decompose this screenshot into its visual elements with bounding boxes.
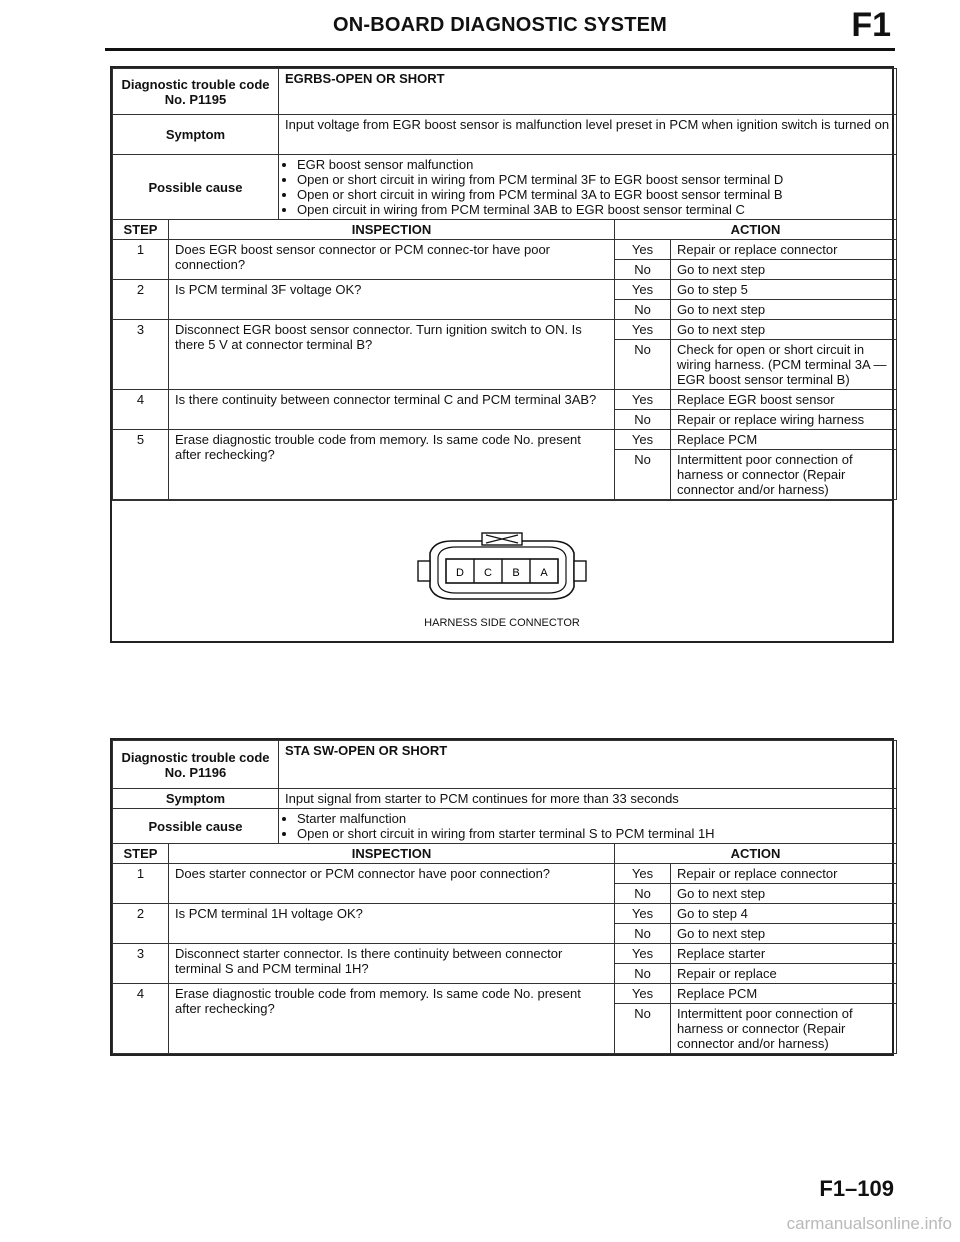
symptom-label: Symptom bbox=[113, 115, 279, 155]
yes-label: Yes bbox=[615, 984, 671, 1004]
dtc-value: EGRBS-OPEN OR SHORT bbox=[279, 69, 897, 115]
inspection-header: INSPECTION bbox=[169, 220, 615, 240]
watermark: carmanualsonline.info bbox=[786, 1214, 952, 1233]
yes-label: Yes bbox=[615, 390, 671, 410]
possible-cause-list bbox=[279, 155, 897, 220]
action-header: ACTION bbox=[615, 844, 897, 864]
no-action: Intermittent poor connection of harness or connector (Repair connector and/or harness) bbox=[671, 1004, 897, 1054]
step-number: 2 bbox=[113, 280, 169, 320]
cause-item: • Open or short circuit in wiring from PCM terminal 3F to EGR boost sensor terminal D bbox=[297, 172, 890, 187]
yes-label: Yes bbox=[615, 864, 671, 884]
cause-item: • EGR boost sensor malfunction bbox=[297, 157, 890, 172]
step-number: 1 bbox=[113, 240, 169, 280]
yes-action: Replace EGR boost sensor bbox=[671, 390, 897, 410]
no-label: No bbox=[615, 450, 671, 500]
dtc-p1196-sheet bbox=[110, 738, 894, 1056]
yes-action: Replace PCM bbox=[671, 430, 897, 450]
section-code: F1 bbox=[851, 6, 891, 44]
yes-action: Go to step 5 bbox=[671, 280, 897, 300]
possible-cause-list bbox=[279, 809, 897, 844]
action-header: ACTION bbox=[615, 220, 897, 240]
yes-action: Repair or replace connector bbox=[671, 864, 897, 884]
step-number: 4 bbox=[113, 984, 169, 1054]
yes-label: Yes bbox=[615, 944, 671, 964]
connector-caption: HARNESS SIDE CONNECTOR bbox=[424, 617, 580, 629]
dtc-label: Diagnostic trouble code No. P1195 bbox=[113, 69, 279, 115]
no-action: Go to next step bbox=[671, 260, 897, 280]
dtc-p1195-table bbox=[112, 68, 897, 500]
cause-item: • Open circuit in wiring from PCM terminal 3AB to EGR boost sensor terminal C bbox=[297, 202, 890, 217]
dtc-value: STA SW-OPEN OR SHORT bbox=[279, 741, 897, 789]
no-action: Intermittent poor connection of harness or connector (Repair connector and/or harness) bbox=[671, 450, 897, 500]
no-action: Repair or replace wiring harness bbox=[671, 410, 897, 430]
step-header: STEP bbox=[113, 220, 169, 240]
step-number: 2 bbox=[113, 904, 169, 944]
no-label: No bbox=[615, 884, 671, 904]
step-inspection: Erase diagnostic trouble code from memory. Is same code No. present after rechecking? bbox=[169, 984, 615, 1054]
no-label: No bbox=[615, 340, 671, 390]
page-header bbox=[105, 8, 895, 48]
yes-action: Repair or replace connector bbox=[671, 240, 897, 260]
step-inspection: Erase diagnostic trouble code from memory. Is same code No. present after rechecking? bbox=[169, 430, 615, 500]
dtc-p1195-sheet bbox=[110, 66, 894, 643]
connector-pin: A bbox=[540, 567, 548, 579]
cause-item: • Open or short circuit in wiring from PCM terminal 3A to EGR boost sensor terminal B bbox=[297, 187, 890, 202]
step-header: STEP bbox=[113, 844, 169, 864]
step-inspection: Does EGR boost sensor connector or PCM connec-tor have poor connection? bbox=[169, 240, 615, 280]
no-action: Repair or replace bbox=[671, 964, 897, 984]
page-title: ON-BOARD DIAGNOSTIC SYSTEM bbox=[332, 14, 668, 36]
page-number: F1–109 bbox=[819, 1176, 894, 1201]
header-rule bbox=[105, 48, 895, 51]
inspection-header: INSPECTION bbox=[169, 844, 615, 864]
step-number: 4 bbox=[113, 390, 169, 430]
no-action: Check for open or short circuit in wiring harness. (PCM terminal 3A — EGR boost sensor terminal B) bbox=[671, 340, 897, 390]
connector-diagram-area bbox=[112, 500, 892, 641]
yes-label: Yes bbox=[615, 904, 671, 924]
step-inspection: Is there continuity between connector terminal C and PCM terminal 3AB? bbox=[169, 390, 615, 430]
possible-cause-label: Possible cause bbox=[113, 809, 279, 844]
yes-label: Yes bbox=[615, 430, 671, 450]
step-inspection: Disconnect starter connector. Is there continuity between connector terminal S and PCM terminal 1H? bbox=[169, 944, 615, 984]
no-action: Go to next step bbox=[671, 924, 897, 944]
symptom-text: Input signal from starter to PCM continues for more than 33 seconds bbox=[279, 789, 897, 809]
dtc-p1196-table bbox=[112, 740, 897, 1054]
symptom-label: Symptom bbox=[113, 789, 279, 809]
no-action: Go to next step bbox=[671, 884, 897, 904]
cause-item: • Open or short circuit in wiring from starter terminal S to PCM terminal 1H bbox=[297, 826, 890, 841]
connector-pin: C bbox=[484, 567, 492, 579]
cause-item: • Starter malfunction bbox=[297, 811, 890, 826]
step-inspection: Is PCM terminal 3F voltage OK? bbox=[169, 280, 615, 320]
connector-pin: D bbox=[456, 567, 464, 579]
yes-action: Replace PCM bbox=[671, 984, 897, 1004]
dtc-label: Diagnostic trouble code No. P1196 bbox=[113, 741, 279, 789]
no-label: No bbox=[615, 924, 671, 944]
step-inspection: Does starter connector or PCM connector have poor connection? bbox=[169, 864, 615, 904]
connector-pin: B bbox=[512, 567, 520, 579]
harness-connector-diagram bbox=[412, 529, 592, 609]
yes-label: Yes bbox=[615, 240, 671, 260]
no-action: Go to next step bbox=[671, 300, 897, 320]
yes-label: Yes bbox=[615, 280, 671, 300]
yes-action: Go to next step bbox=[671, 320, 897, 340]
no-label: No bbox=[615, 410, 671, 430]
yes-action: Go to step 4 bbox=[671, 904, 897, 924]
step-inspection: Is PCM terminal 1H voltage OK? bbox=[169, 904, 615, 944]
yes-action: Replace starter bbox=[671, 944, 897, 964]
possible-cause-label: Possible cause bbox=[113, 155, 279, 220]
step-inspection: Disconnect EGR boost sensor connector. Turn ignition switch to ON. Is there 5 V at connector terminal B? bbox=[169, 320, 615, 390]
step-number: 5 bbox=[113, 430, 169, 500]
no-label: No bbox=[615, 300, 671, 320]
step-number: 1 bbox=[113, 864, 169, 904]
no-label: No bbox=[615, 1004, 671, 1054]
step-number: 3 bbox=[113, 944, 169, 984]
no-label: No bbox=[615, 964, 671, 984]
no-label: No bbox=[615, 260, 671, 280]
symptom-text: Input voltage from EGR boost sensor is malfunction level preset in PCM when ignition switch is turned on bbox=[279, 115, 897, 155]
yes-label: Yes bbox=[615, 320, 671, 340]
step-number: 3 bbox=[113, 320, 169, 390]
